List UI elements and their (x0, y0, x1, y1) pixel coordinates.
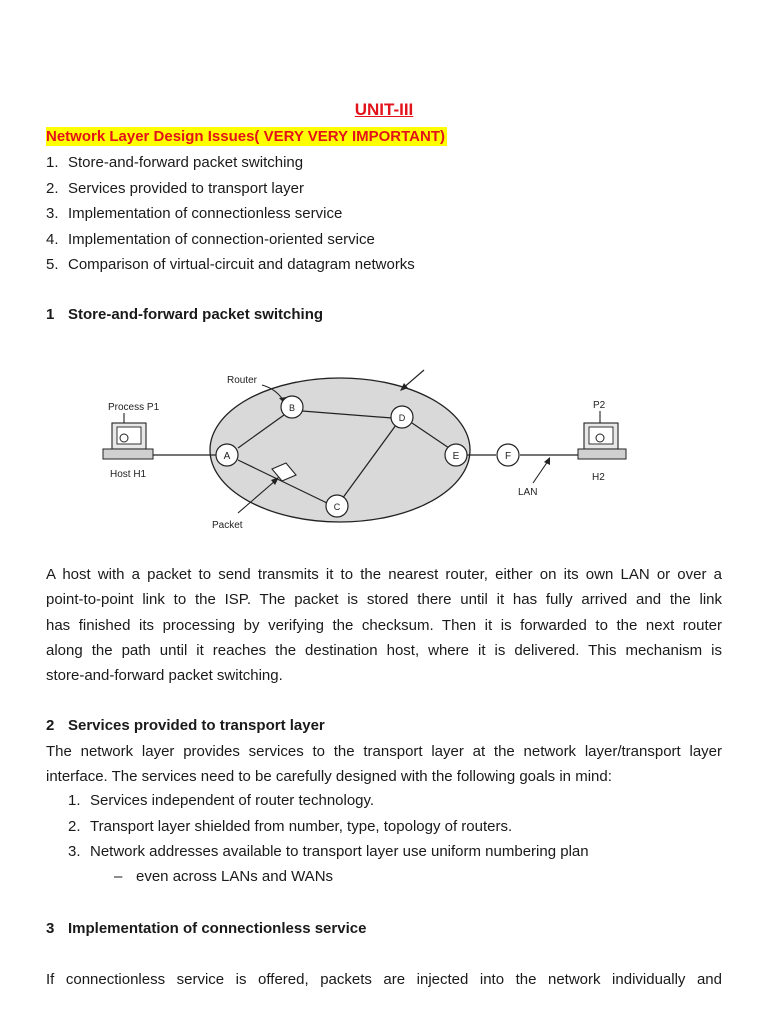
network-diagram (0, 355, 768, 555)
topic-list (46, 153, 415, 281)
svg-text:B: B (288, 403, 296, 413)
section-2-heading: 2 Services provided to transport layer (46, 717, 325, 734)
list-item: 3. Network addresses available to transport layer use uniform numbering plan (68, 843, 589, 860)
list-item: 3. Implementation of connectionless service (46, 205, 343, 222)
list-item: 1. Store-and-forward packet switching (46, 154, 304, 171)
node-b (281, 396, 303, 418)
node-c (326, 495, 348, 517)
node-a (216, 444, 238, 466)
list-item: 2. Transport layer shielded from number, type, topology of routers. (68, 817, 513, 835)
list-item: 1. Services independent of router technology. (68, 792, 375, 809)
section-3-heading: 3 Implementation of connectionless service (46, 920, 367, 937)
page-title: UNIT-III (354, 100, 414, 119)
p2-label: P2 (593, 400, 606, 411)
list-item: 4. Implementation of connection-oriented service (46, 230, 375, 248)
goals-list (68, 791, 589, 868)
lan-label: LAN (518, 487, 538, 498)
svg-text:F: F (504, 451, 512, 462)
packet-label: Packet (212, 520, 243, 531)
router-label: Router (227, 375, 258, 386)
section-1-paragraph: A host with a packet to send transmits it to the nearest router, either on its own LAN or over a point-to-point link to the ISP. The packet is stored there until it has fully arrived and the link has finished its processing by verifying the checksum. Then it is forwarded to the next router along the path until it reaches the destination host, where it is delivered. This mechanism is store-and-forward packet switching. (46, 566, 722, 685)
node-d (391, 406, 413, 428)
svg-text:A: A (223, 451, 231, 462)
section-2-intro: The network layer provides services to the transport layer at the network layer/transport layer interface. The services need to be carefully designed with the following goals in mind: (46, 743, 722, 786)
svg-text:E: E (452, 451, 460, 462)
list-item: 2. Services provided to transport layer (46, 179, 304, 197)
host-h1-computer-icon (103, 423, 153, 459)
h2-label: H2 (592, 472, 605, 483)
sub-bullet-item: – even across LANs and WANs (114, 868, 334, 885)
section-3-paragraph: If connectionless service is offered, packets are injected into the network individually and (46, 971, 722, 988)
list-item: 5. Comparison of virtual-circuit and datagram networks (46, 256, 415, 273)
host-h1-label: Host H1 (110, 469, 147, 480)
svg-text:C: C (333, 502, 341, 512)
svg-text:D: D (398, 413, 406, 423)
node-f (497, 444, 519, 466)
section-1-heading: 1 Store-and-forward packet switching (46, 306, 324, 323)
host-h2-computer-icon (578, 423, 626, 459)
page-subtitle: Network Layer Design Issues( VERY VERY IMPORTANT) (46, 128, 445, 145)
process-p1-label: Process P1 (108, 402, 160, 413)
node-e (445, 444, 467, 466)
